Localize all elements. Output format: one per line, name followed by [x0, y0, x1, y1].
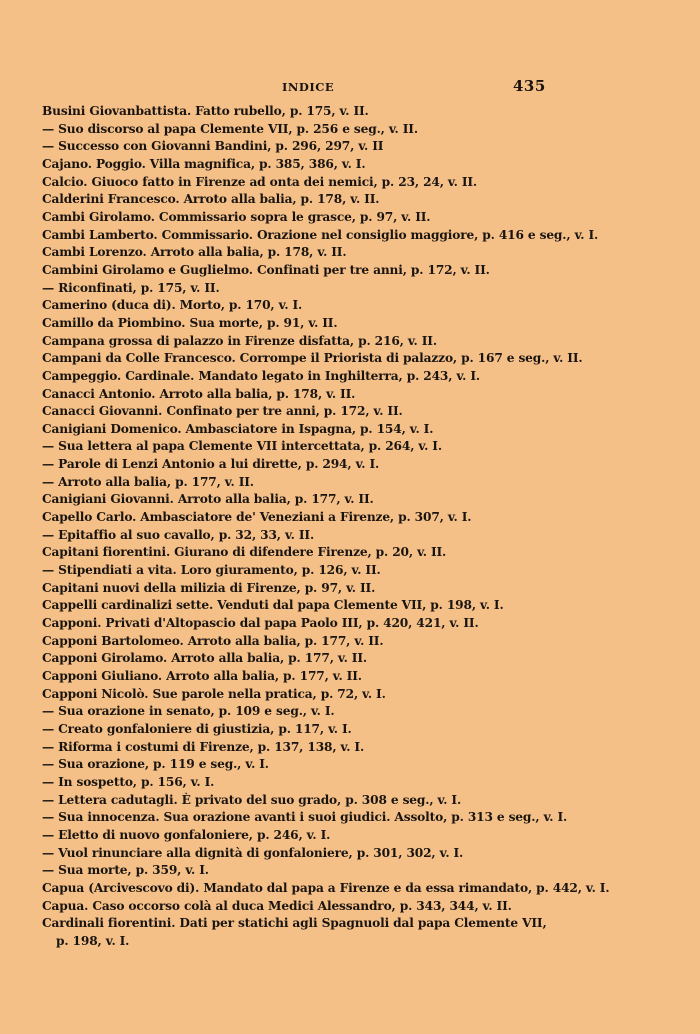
index-entry: Cappelli cardinalizi sette. Venduti dal papa Clemente VII, p. 198, v. I. — [42, 598, 504, 613]
page-header — [0, 77, 700, 98]
index-entry: — Suo discorso al papa Clemente VII, p. 256 e seg., v. II. — [42, 121, 418, 136]
index-entry: — Epitaffio al suo cavallo, p. 32, 33, v. II. — [42, 527, 315, 542]
index-entry: Canacci Antonio. Arroto alla balia, p. 178, v. II. — [42, 386, 356, 401]
index-entry: Canacci Giovanni. Confinato per tre anni, p. 172, v. II. — [42, 404, 403, 419]
index-entry: — Arroto alla balia, p. 177, v. II. — [42, 474, 254, 489]
index-entry: Campana grossa di palazzo in Firenze disfatta, p. 216, v. II. — [42, 333, 437, 348]
index-entry: — Vuol rinunciare alla dignità di gonfaloniere, p. 301, 302, v. I. — [42, 845, 464, 860]
index-entry: Cajano. Poggio. Villa magnifica, p. 385, 386, v. I. — [42, 156, 366, 171]
index-entry: Capitani fiorentini. Giurano di difendere Firenze, p. 20, v. II. — [42, 545, 447, 560]
index-entry: — Sua morte, p. 359, v. I. — [42, 863, 209, 878]
index-entry: Capua (Arcivescovo di). Mandato dal papa a Firenze e da essa rimandato, p. 442, v. I. — [42, 880, 610, 895]
index-entry: Cambi Girolamo. Commissario sopra le grasce, p. 97, v. II. — [42, 209, 431, 224]
index-entry: Camillo da Piombino. Sua morte, p. 91, v. II. — [42, 315, 338, 330]
index-entry: Camerino (duca di). Morto, p. 170, v. I. — [42, 298, 303, 313]
index-entry: Canigiani Giovanni. Arroto alla balia, p. 177, v. II. — [42, 492, 374, 507]
index-entry: — Riconfinati, p. 175, v. II. — [42, 280, 220, 295]
page-number: 435 — [513, 77, 546, 95]
index-entry: — Creato gonfaloniere di giustizia, p. 117, v. I. — [42, 721, 352, 736]
index-entry: — Sua orazione, p. 119 e seg., v. I. — [42, 757, 269, 772]
index-entry-continuation: p. 198, v. I. — [56, 933, 130, 948]
index-entry: Capponi Girolamo. Arroto alla balia, p. 177, v. II. — [42, 651, 367, 666]
index-entry: Capponi Bartolomeo. Arroto alla balia, p. 177, v. II. — [42, 633, 384, 648]
running-title: INDICE — [282, 80, 335, 94]
index-entry: Campani da Colle Francesco. Corrompe il Priorista di palazzo, p. 167 e seg., v. II. — [42, 351, 583, 366]
index-entries — [42, 103, 662, 951]
index-entry: Capponi Nicolò. Sue parole nella pratica, p. 72, v. I. — [42, 686, 386, 701]
index-entry: — Sua lettera al papa Clemente VII intercettata, p. 264, v. I. — [42, 439, 442, 454]
index-entry: — Sua orazione in senato, p. 109 e seg., v. I. — [42, 704, 335, 719]
index-entry: Cambi Lamberto. Commissario. Orazione nel consiglio maggiore, p. 416 e seg., v. I. — [42, 227, 599, 242]
index-entry: Cardinali fiorentini. Dati per statichi agli Spagnuoli dal papa Clemente VII, — [42, 916, 547, 931]
index-entry: Capitani nuovi della milizia di Firenze, p. 97, v. II. — [42, 580, 376, 595]
index-entry: Cambi Lorenzo. Arroto alla balia, p. 178, v. II. — [42, 245, 347, 260]
index-entry: — In sospetto, p. 156, v. I. — [42, 774, 215, 789]
index-entry: Capponi. Privati d'Altopascio dal papa Paolo III, p. 420, 421, v. II. — [42, 616, 479, 631]
index-entry: — Stipendiati a vita. Loro giuramento, p. 126, v. II. — [42, 563, 381, 578]
index-entry: — Eletto di nuovo gonfaloniere, p. 246, v. I. — [42, 827, 331, 842]
index-entry: — Riforma i costumi di Firenze, p. 137, 138, v. I. — [42, 739, 365, 754]
index-entry: Calcio. Giuoco fatto in Firenze ad onta dei nemici, p. 23, 24, v. II. — [42, 174, 478, 189]
index-entry: — Lettera cadutagli. È privato del suo grado, p. 308 e seg., v. I. — [42, 792, 462, 807]
index-entry: Capello Carlo. Ambasciatore de' Veneziani a Firenze, p. 307, v. I. — [42, 510, 472, 525]
index-entry: Campeggio. Cardinale. Mandato legato in Inghilterra, p. 243, v. I. — [42, 368, 480, 383]
index-entry: Calderini Francesco. Arroto alla balia, p. 178, v. II. — [42, 192, 380, 207]
index-entry: — Parole di Lenzi Antonio a lui dirette, p. 294, v. I. — [42, 457, 380, 472]
index-entry: Capponi Giuliano. Arroto alla balia, p. 177, v. II. — [42, 669, 362, 683]
index-entry: — Successo con Giovanni Bandini, p. 296, 297, v. II — [42, 139, 384, 154]
index-entry: Canigiani Domenico. Ambasciatore in Ispagna, p. 154, v. I. — [42, 421, 434, 436]
index-entry: Busini Giovanbattista. Fatto rubello, p. 175, v. II. — [42, 104, 369, 118]
index-entry: Capua. Caso occorso colà al duca Medici Alessandro, p. 343, 344, v. II. — [42, 898, 512, 913]
index-entry: Cambini Girolamo e Guglielmo. Confinati per tre anni, p. 172, v. II. — [42, 262, 490, 277]
index-entry: — Sua innocenza. Sua orazione avanti i suoi giudici. Assolto, p. 313 e seg., v. I. — [42, 810, 568, 825]
